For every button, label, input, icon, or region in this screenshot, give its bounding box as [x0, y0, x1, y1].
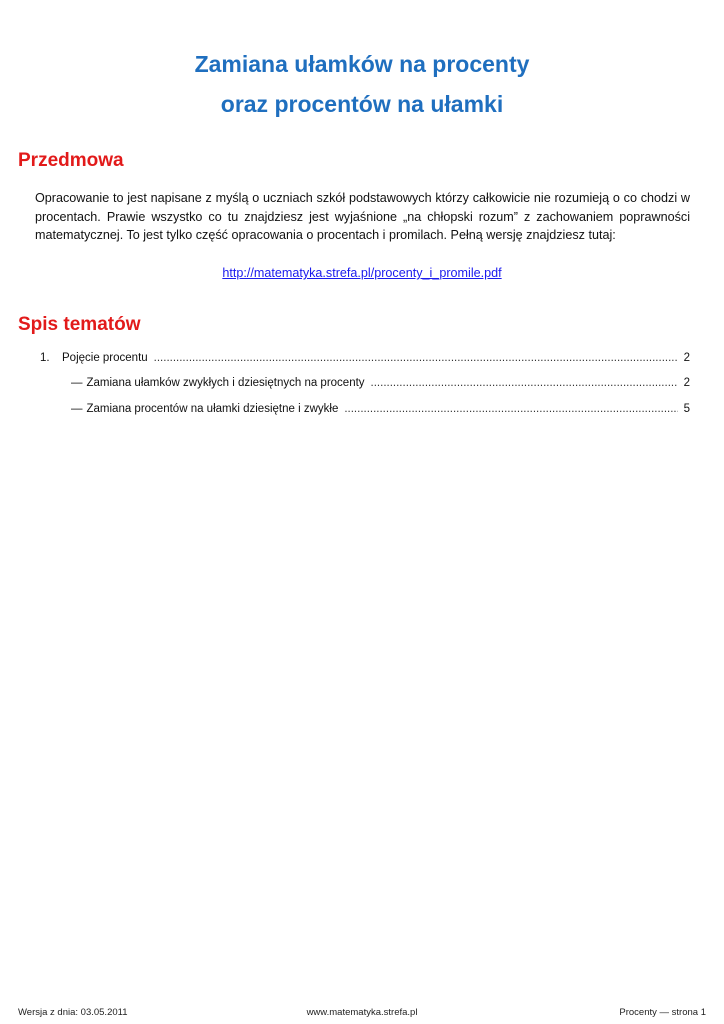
toc-leader-dots: [371, 375, 678, 391]
full-version-link-container: [0, 264, 724, 282]
footer-version: Wersja z dnia: 03.05.2011: [18, 1007, 128, 1018]
preface-heading: Przedmowa: [18, 150, 124, 171]
toc-heading: Spis tematów: [18, 314, 141, 335]
toc-entry-dash: —: [71, 377, 83, 389]
full-version-link[interactable]: http://matematyka.strefa.pl/procenty_i_promile.pdf: [222, 266, 502, 280]
toc-entry[interactable]: [71, 375, 690, 391]
document-title-line-2: oraz procentów na ułamki: [220, 91, 504, 117]
toc-entry-page: 2: [683, 352, 690, 364]
toc-entry[interactable]: [71, 401, 690, 417]
preface-paragraph: Opracowanie to jest napisane z myślą o uczniach szkół podstawowych którzy całkowicie nie rozumieją o co chodzi w procentach. Prawie wszystko co tu znajdziesz jest wyjaśnione „na chłopski rozum” z zachowaniem poprawności matematycznej. To jest tylko część opracowania o procentach i promilach. Pełną wersję znajdziesz tutaj:: [35, 191, 690, 242]
toc-entry[interactable]: [40, 350, 690, 366]
toc-entry-page: 5: [683, 403, 690, 415]
footer-website: www.matematyka.strefa.pl: [306, 1007, 418, 1018]
footer-page-number: Procenty — strona 1: [619, 1007, 706, 1018]
toc-leader-dots: [344, 401, 677, 417]
toc-leader-dots: [154, 350, 678, 366]
document-title-line-1: Zamiana ułamków na procenty: [194, 51, 530, 77]
toc-entry-number: 1.: [40, 352, 50, 364]
toc-entry-dash: —: [71, 403, 83, 415]
toc-entry-label: Zamiana procentów na ułamki dziesiętne i zwykłe: [86, 403, 339, 415]
toc-entry-page: 2: [683, 377, 690, 389]
toc-entry-label: Pojęcie procentu: [62, 352, 148, 364]
toc-entry-label: Zamiana ułamków zwykłych i dziesiętnych na procenty: [86, 377, 365, 389]
